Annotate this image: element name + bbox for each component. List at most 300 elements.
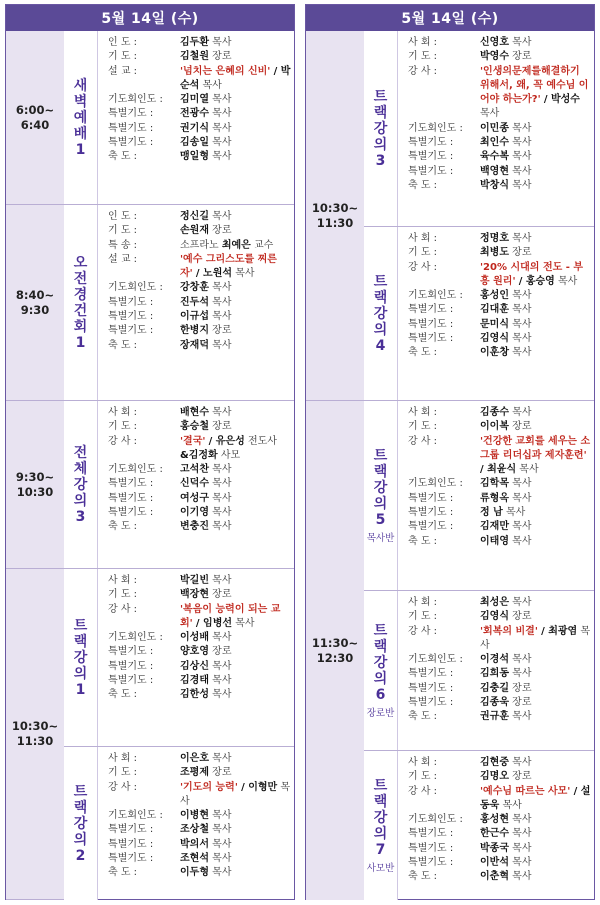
role-row [408, 36, 592, 50]
person-name: 한병지 [180, 325, 209, 337]
role-row [408, 710, 592, 724]
person-name: 이반석 [480, 857, 509, 869]
role-label: 강 사 : [108, 781, 138, 793]
person-name: 권기식 [180, 122, 209, 134]
session-title: 트랙강의7 [373, 777, 388, 858]
sermon-title: '인생의문제를해결하기 위해서, 왜, 꼭 예수님 이어야 하는가?' [480, 65, 589, 106]
role-label: 기 도 : [108, 225, 138, 237]
role-person [180, 660, 292, 674]
person-name: 양호영 [180, 646, 209, 658]
person-title: 목사 [508, 814, 532, 826]
person-name: 최병도 [480, 247, 509, 259]
role-person [480, 682, 592, 696]
person-title: 장로 [508, 51, 532, 63]
person-name: 강창훈 [180, 282, 209, 294]
role-person [180, 506, 292, 520]
person-name: 조현석 [180, 853, 209, 865]
session-block [64, 401, 294, 569]
role-label: 기 도 : [408, 611, 438, 623]
role-list [408, 406, 592, 549]
person-title: 장로 [208, 225, 232, 237]
role-label: 특별기도 : [108, 325, 154, 337]
role-person [180, 65, 292, 94]
person-name: 최성은 [480, 597, 509, 608]
role-person [180, 823, 292, 837]
role-row [408, 435, 592, 478]
role-list [408, 596, 592, 725]
person-title: 목사 [508, 521, 532, 533]
person-title: 목사 [508, 535, 532, 547]
role-label: 특별기도 : [408, 507, 454, 519]
person-name: 이민종 [480, 122, 509, 134]
person-title: 목사 [508, 347, 532, 359]
person-title: 목사 [508, 757, 532, 768]
role-list [408, 232, 592, 361]
time-cell [6, 401, 64, 569]
person-name: 김송일 [180, 137, 209, 149]
sermon-title: '회복의 비결' [480, 625, 538, 637]
role-person [480, 696, 592, 710]
role-row [108, 150, 292, 164]
role-row [108, 520, 292, 534]
person-name: 홍성인 [480, 290, 509, 302]
role-label: 사 회 : [408, 37, 438, 48]
role-person [480, 435, 592, 478]
session-title: 트랙강의1 [73, 617, 88, 698]
role-person [180, 435, 292, 449]
person-title: 목사 [508, 857, 532, 869]
person-title: 목사 [508, 333, 532, 345]
session-title-cell [64, 205, 98, 400]
person-name: 김명오 [480, 771, 509, 783]
role-person [480, 535, 592, 549]
session-subtitle: 목사반 [366, 532, 395, 544]
person-name: 조평제 [180, 767, 209, 779]
role-row [108, 823, 292, 837]
role-label: 특별기도 : [108, 108, 154, 120]
person-title: 장로 [208, 421, 232, 433]
person-title: 목사 [508, 842, 532, 854]
time-cell [306, 31, 364, 401]
role-row [408, 65, 592, 122]
person-title: 목사 [508, 318, 532, 330]
person-name: 박창식 [480, 179, 509, 191]
person-title: 장로 [508, 771, 532, 783]
person-name: 권규훈 [480, 711, 509, 723]
role-person [480, 653, 592, 667]
person-title: 목사 [208, 151, 232, 163]
person-title: 목사 [208, 853, 232, 865]
person-title: 목사 [208, 478, 232, 490]
session-title: 트랙강의3 [373, 88, 388, 169]
role-person [180, 477, 292, 491]
role-label: 강 사 : [408, 65, 438, 77]
role-label: 특별기도 : [408, 668, 454, 680]
person-name: 김한성 [180, 689, 209, 701]
role-person [480, 232, 592, 246]
role-person [480, 420, 592, 434]
speaker-title: 목사 [480, 108, 500, 120]
session-title-cell [64, 31, 98, 204]
role-row-extra [108, 449, 292, 463]
person-title: 장로 [508, 682, 532, 694]
person-name: 김종수 [480, 407, 509, 418]
role-person [480, 122, 592, 136]
sermon-title: '20% 시대의 전도 - 부흥 원리' [480, 261, 584, 287]
role-row [108, 477, 292, 491]
role-list [408, 756, 592, 885]
role-row [108, 310, 292, 324]
role-row [408, 535, 592, 549]
session-block [364, 591, 594, 751]
role-row [108, 574, 292, 588]
role-label: 기도회인도 : [108, 810, 163, 822]
role-person [480, 406, 592, 420]
role-person [180, 674, 292, 688]
role-label: 기 도 : [108, 51, 138, 63]
session-title-cell [364, 591, 398, 750]
role-person [180, 420, 292, 434]
role-person [480, 870, 592, 884]
role-label: 기 도 : [408, 51, 438, 63]
role-row [408, 165, 592, 179]
role-row [408, 318, 592, 332]
role-label: 축 도 : [108, 689, 138, 701]
sermon-title: '복음이 능력이 되는 교회' [180, 603, 281, 629]
person-title: 목사 [508, 137, 532, 149]
role-person [180, 645, 292, 659]
person-title: 목사 [508, 179, 532, 191]
role-person [480, 856, 592, 870]
person-name: 전광수 [180, 108, 209, 120]
person-title: 장로 [208, 589, 232, 601]
person-name: 배현수 [180, 407, 209, 418]
person-name: 변충진 [180, 521, 209, 533]
role-label: 특별기도 : [408, 828, 454, 840]
role-row [408, 50, 592, 64]
role-person [480, 65, 592, 122]
session-block [64, 747, 294, 900]
role-row [408, 406, 592, 420]
time-label: 9:30~ 10:30 [15, 469, 55, 499]
role-person [480, 710, 592, 724]
role-label: 특별기도 : [408, 151, 454, 163]
role-row [408, 610, 592, 624]
person-name: 이기영 [180, 507, 209, 519]
role-person [480, 289, 592, 303]
person-title: 목사 [508, 492, 532, 504]
role-person [180, 520, 292, 534]
role-row [408, 261, 592, 290]
person-title: 목사 [208, 632, 232, 644]
role-list [108, 574, 292, 703]
person-name: 진두석 [180, 296, 209, 308]
role-row [108, 107, 292, 121]
role-label: 특별기도 : [408, 333, 454, 345]
role-row [408, 232, 592, 246]
role-person [180, 136, 292, 150]
role-person [480, 813, 592, 827]
role-label: 강 사 : [108, 435, 138, 447]
role-row [408, 346, 592, 360]
role-person [180, 492, 292, 506]
time-cell [306, 401, 364, 900]
role-row [408, 506, 592, 520]
role-person [480, 346, 592, 360]
sermon-title: '기도의 능력' [180, 781, 238, 793]
role-row [108, 210, 292, 224]
role-row [108, 603, 292, 632]
sermon-title: '예수 그리스도를 찌른 자' [180, 253, 277, 280]
person-name: 김상신 [180, 660, 209, 672]
person-name: 정신길 [180, 211, 209, 222]
person-title: 목사 [508, 37, 532, 48]
role-row [108, 239, 292, 253]
role-label: 사 회 : [408, 233, 438, 244]
session-title-cell [64, 569, 98, 746]
role-person [480, 261, 592, 290]
session-block [364, 31, 594, 227]
role-row [408, 870, 592, 884]
role-row [408, 827, 592, 841]
person-title: 장로 [508, 421, 532, 433]
person-title: 목사 [508, 478, 532, 490]
role-person [180, 310, 292, 324]
person-name: 박길빈 [180, 575, 209, 586]
person-title: 목사 [208, 339, 232, 351]
speaker-name: / 홍승영 [518, 275, 555, 287]
role-person [480, 610, 592, 624]
person-title: 목사 [208, 137, 232, 149]
role-row [408, 856, 592, 870]
role-label: 축 도 : [408, 347, 438, 359]
session-block [364, 751, 594, 900]
role-row [408, 520, 592, 534]
role-label: 기도회인도 : [408, 290, 463, 302]
person-name: 이이복 [480, 421, 509, 433]
role-row [408, 477, 592, 491]
person-name: 이성배 [180, 632, 209, 644]
role-person [480, 477, 592, 491]
role-row [108, 463, 292, 477]
role-label: 특별기도 : [108, 838, 154, 850]
session-block [364, 227, 594, 401]
person-title: 목사 [208, 575, 232, 586]
role-row [108, 838, 292, 852]
role-label: 사 회 : [408, 757, 438, 768]
role-label: 기도회인도 : [408, 478, 463, 490]
time-label: 11:30~ 12:30 [311, 635, 359, 665]
role-row [408, 596, 592, 610]
role-row [408, 682, 592, 696]
role-row [108, 766, 292, 780]
role-row [408, 813, 592, 827]
person-name: 박종국 [480, 842, 509, 854]
person-name: 이규섭 [180, 311, 209, 323]
role-person [480, 246, 592, 260]
speaker-name: / 최광염 [541, 625, 578, 637]
role-label: 특별기도 : [408, 492, 454, 504]
session-title-cell [364, 31, 398, 226]
role-row [408, 420, 592, 434]
role-person [480, 50, 592, 64]
person-name: 여성구 [180, 492, 209, 504]
person-title: 장로 [508, 611, 532, 623]
role-label: 특별기도 : [408, 521, 454, 533]
person-name: 이병현 [180, 810, 209, 822]
role-person [180, 253, 292, 282]
time-label: 10:30~ 11:30 [311, 200, 359, 230]
person-title: 목사 [208, 838, 232, 850]
role-label: 기도회인도 : [108, 464, 163, 476]
role-label: 기도회인도 : [408, 122, 463, 134]
person-title: 목사 [508, 871, 532, 883]
person-title: 교수 [250, 239, 274, 251]
role-row [108, 224, 292, 238]
role-person [180, 93, 292, 107]
role-list [108, 36, 292, 165]
role-person [180, 324, 292, 338]
role-person [480, 520, 592, 534]
person-name: 고석찬 [180, 464, 209, 476]
role-person [180, 122, 292, 136]
speaker-title: 목사 [554, 275, 578, 287]
role-label: 설 교 : [108, 253, 138, 265]
session-title-cell [364, 401, 398, 590]
role-label: 사 회 : [108, 575, 138, 586]
session-subtitle: 사모반 [366, 862, 395, 874]
role-label: 축 도 : [108, 151, 138, 163]
role-row [108, 645, 292, 659]
role-label: 특별기도 : [108, 660, 154, 672]
role-label: 특별기도 : [408, 304, 454, 316]
role-person [180, 809, 292, 823]
speaker-title: 목사 [199, 79, 222, 91]
session-block [64, 569, 294, 747]
role-row [408, 667, 592, 681]
role-label: 축 도 : [408, 871, 438, 883]
role-label: 축 도 : [108, 867, 138, 879]
role-label: 기 도 : [108, 767, 138, 779]
person-title: 목사 [208, 37, 232, 48]
person-name: 백장현 [180, 589, 209, 601]
speaker-name: / 설동욱 [480, 785, 591, 811]
role-person [480, 36, 592, 50]
person-title: 목사 [508, 304, 532, 316]
role-list [108, 752, 292, 881]
time-cell [6, 31, 64, 205]
person-title: 목사 [508, 828, 532, 840]
person-title: 목사 [208, 675, 232, 687]
person-title: 목사 [508, 122, 532, 134]
session-title-cell [364, 227, 398, 400]
speaker-name: / 최윤식 [480, 464, 517, 476]
session-block [64, 31, 294, 205]
role-label: 사 회 : [108, 407, 138, 418]
role-row [108, 506, 292, 520]
person-title: 목사 [208, 108, 232, 120]
date-header: 5월 14일 (수) [6, 5, 294, 31]
role-person [180, 766, 292, 780]
speaker-title: 목사 [232, 268, 255, 280]
role-row [108, 36, 292, 50]
role-person [480, 596, 592, 610]
person-title: 목사 [208, 507, 232, 519]
role-row [408, 756, 592, 770]
role-person [180, 866, 292, 880]
sermon-title: '건강한 교회를 세우는 소그룹 리더십과 제자훈련' [480, 435, 591, 461]
session-title: 트랙강의5 [373, 447, 388, 528]
role-label: 특별기도 : [108, 122, 154, 134]
speaker-name: / 박성수 [543, 94, 580, 106]
speaker-title: 목사 [232, 617, 255, 629]
time-label: 10:30~ 11:30 [11, 719, 59, 748]
role-label: 기도회인도 : [108, 94, 163, 106]
role-label: 특별기도 : [408, 165, 454, 177]
person-title: 목사 [208, 94, 232, 106]
role-person [180, 781, 292, 810]
role-row [108, 420, 292, 434]
role-person [180, 210, 292, 224]
person-name: 김영식 [480, 333, 509, 345]
role-row [408, 303, 592, 317]
person-name: 백영현 [480, 165, 509, 177]
session-block [364, 401, 594, 591]
person-title: 목사 [208, 660, 232, 672]
role-person [180, 631, 292, 645]
role-row [108, 852, 292, 866]
person-title: 사모 [217, 449, 241, 461]
role-person [180, 603, 292, 632]
person-name: 정 남 [480, 507, 503, 519]
role-label: 특별기도 : [408, 697, 454, 709]
role-person [180, 339, 292, 353]
role-person [180, 224, 292, 238]
role-person [180, 838, 292, 852]
performer-type: 소프라노 [180, 239, 222, 251]
person-name: 김충길 [480, 682, 509, 694]
session-title: 트랙강의6 [373, 622, 388, 703]
role-row [408, 122, 592, 136]
person-name: 이태영 [480, 535, 509, 547]
role-label: 기 도 : [108, 421, 138, 433]
person-name: 김철원 [180, 51, 209, 63]
time-cell [6, 205, 64, 401]
role-list [108, 406, 292, 535]
role-person [480, 332, 592, 346]
session-title-cell [64, 401, 98, 568]
person-title: 장로 [208, 646, 232, 658]
person-name: 신영호 [480, 37, 509, 48]
role-row [108, 752, 292, 766]
role-row [108, 631, 292, 645]
role-label: 기 도 : [408, 771, 438, 783]
role-row [408, 785, 592, 814]
person-title: 목사 [208, 867, 232, 879]
role-label: 기도회인도 : [408, 654, 463, 666]
person-name: 이훈창 [480, 347, 509, 359]
person-name: 김영식 [480, 611, 509, 623]
person-title: 목사 [208, 282, 232, 294]
speaker-name: / 박순석 [180, 65, 291, 91]
role-person [180, 296, 292, 310]
session-block [64, 205, 294, 401]
date-header: 5월 14일 (수) [306, 5, 594, 31]
role-row [108, 688, 292, 702]
role-label: 강 사 : [408, 435, 438, 447]
sermon-title: '넘치는 은혜의 신비' [180, 65, 271, 77]
role-label: 특별기도 : [108, 646, 154, 658]
